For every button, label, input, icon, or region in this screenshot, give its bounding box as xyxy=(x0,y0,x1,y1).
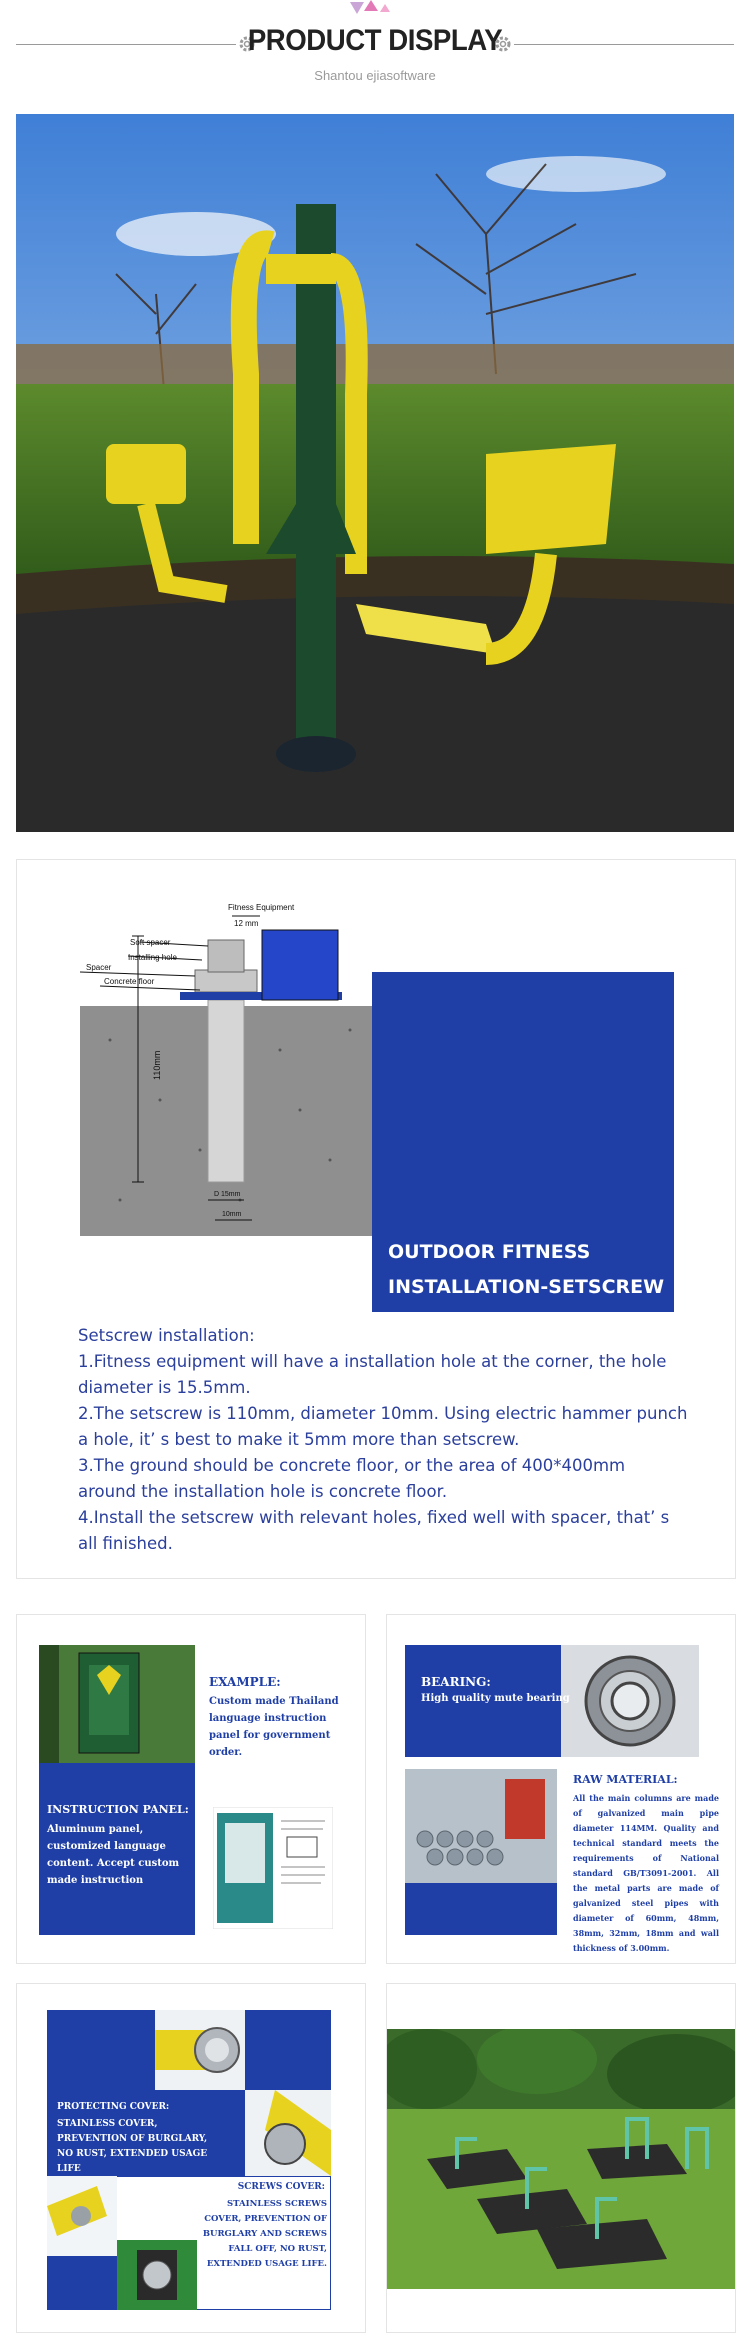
instruction-step: 1.Fitness equipment will have a installation hole at the corner, the hole diameter is 15.5mm. xyxy=(78,1352,667,1397)
banner-line-2: INSTALLATION-SETSCREW xyxy=(388,1276,665,1298)
instruction-panel-card xyxy=(16,1614,366,1964)
instruction-step: 2.The setscrew is 110mm, diameter 10mm. Using electric hammer punch a hole, it’ s best to make it 5mm more than setscrew. xyxy=(78,1404,688,1449)
installation-instructions xyxy=(78,1323,688,1557)
diagram-label: Installing hole xyxy=(128,953,177,962)
blue-block xyxy=(47,2256,117,2310)
bearing-title: BEARING: xyxy=(421,1675,491,1689)
screw-cover-photo xyxy=(117,2240,197,2310)
protecting-cover-card xyxy=(16,1983,366,2333)
example-text: Custom made Thailand language instruction panel for government order. xyxy=(209,1696,339,1758)
bearing-text: High quality mute bearing xyxy=(421,1693,570,1704)
steel-pipes-photo xyxy=(405,1769,557,1883)
diagram-label: Spacer xyxy=(86,963,112,972)
instruction-step: 4.Install the setscrew with relevant holes, fixed well with spacer, that’ s all finished. xyxy=(78,1508,670,1553)
decor-triangle-icon xyxy=(350,2,364,14)
blue-block xyxy=(405,1883,557,1935)
bearing-photo xyxy=(561,1645,699,1757)
raw-material-title: RAW MATERIAL: xyxy=(573,1773,678,1786)
decor-triangle-icon xyxy=(380,4,390,12)
bearing-material-card xyxy=(386,1614,736,1964)
instruction-board-photo xyxy=(39,1645,195,1763)
instruction-panel-text: Aluminum panel, customized language content. Accept custom made instruction xyxy=(47,1824,180,1886)
product-photo xyxy=(16,114,734,832)
protecting-cover-title: PROTECTING COVER: xyxy=(57,2102,170,2112)
screws-cover-text: STAINLESS SCREWS COVER, PREVENTION OF BURGLARY AND SCREWS FALL OFF, NO RUST, EXTENDED USAGE LIFE. xyxy=(202,2199,327,2269)
installation-diagram xyxy=(80,900,674,1312)
diagram-label: D 15mm xyxy=(214,1191,241,1198)
diagram-label: 12 mm xyxy=(234,919,259,928)
protecting-cover-text: STAINLESS COVER, PREVENTION OF BURGLARY, NO RUST, EXTENDED USAGE LIFE xyxy=(57,2119,208,2174)
banner-line-1: OUTDOOR FITNESS xyxy=(388,1241,591,1263)
instruction-panel-title: INSTRUCTION PANEL: xyxy=(47,1803,189,1816)
screw-cover-photo xyxy=(47,2176,117,2256)
screws-cover-title: SCREWS COVER: xyxy=(237,2182,325,2192)
raw-material-text: All the main columns are made of galvanized main pipe diameter 114MM. Quality and technical standard meets the requirements of National standard GB/T3091-2001. All the metal parts are made of galvanized steel pipes with diameter of 60mm, 48mm, 38mm, 32mm, 18mm and wall thickness of 3.00mm. xyxy=(573,1793,719,1953)
instructions-heading: Setscrew installation: xyxy=(78,1326,255,1345)
park-photo-card xyxy=(386,1983,736,2333)
page-subtitle: Shantou ejiasoftware xyxy=(314,68,436,83)
page-title: PRODUCT DISPLAY xyxy=(247,24,503,57)
park-installation-photo xyxy=(387,2029,735,2289)
instruction-step: 3.The ground should be concrete floor, or the area of 400*400mm around the installation hole is concrete floor. xyxy=(78,1456,626,1501)
diagram-label: Concrete floor xyxy=(104,977,155,986)
thai-panel-photo xyxy=(213,1807,333,1929)
diagram-label: 110mm xyxy=(152,1050,162,1080)
cover-photo xyxy=(245,2090,331,2176)
diagram-label: Soft spacer xyxy=(130,938,171,947)
decor-triangle-icon xyxy=(364,0,378,11)
diagram-label: 10mm xyxy=(222,1211,242,1218)
diagram-label: Fitness Equipment xyxy=(228,903,295,912)
cover-photo xyxy=(155,2010,245,2090)
example-title: EXAMPLE: xyxy=(209,1675,281,1689)
